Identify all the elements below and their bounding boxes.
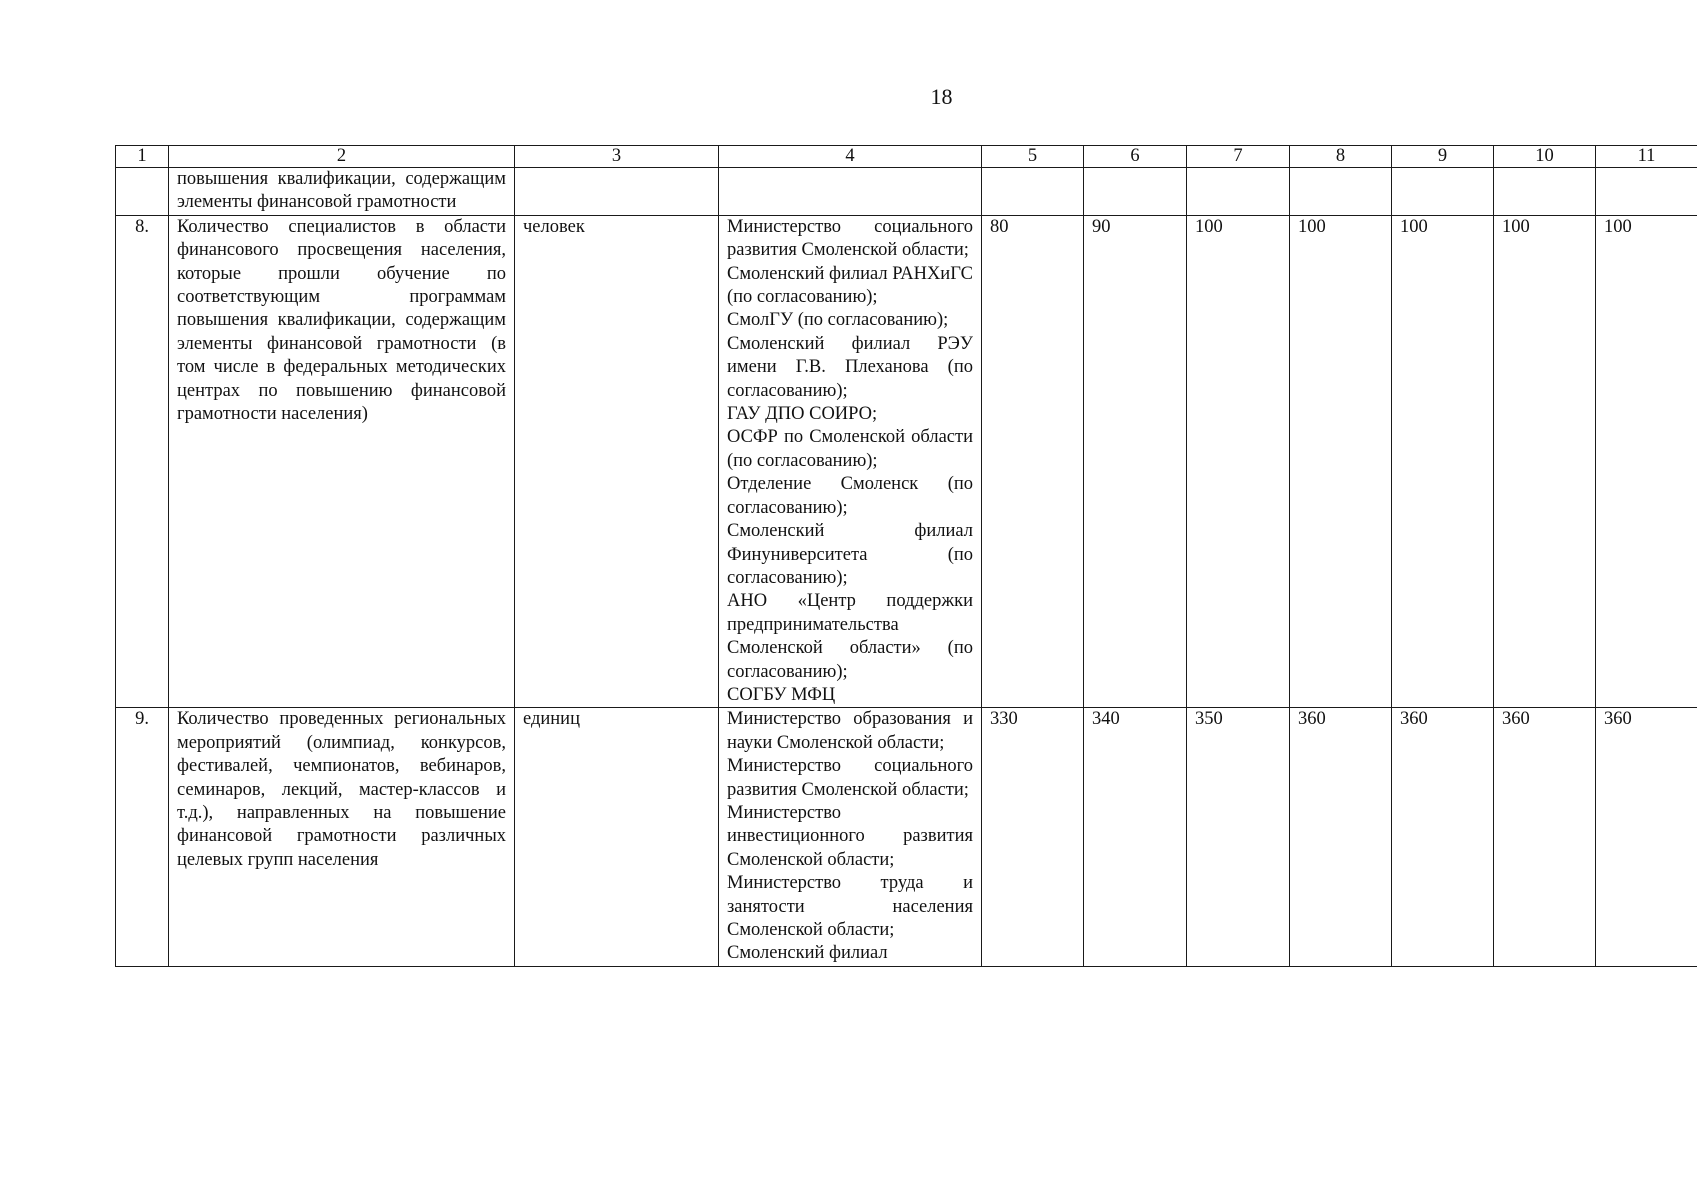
responsible-organization: Министерство социального развития Смоленской области; — [727, 756, 973, 800]
row-number: 9. — [116, 708, 169, 966]
responsible-organization: Министерство инвестиционного развития Смоленской области; — [727, 802, 973, 870]
responsible-organization: СОГБУ МФЦ — [727, 684, 836, 705]
indicator-name: Количество проведенных региональных мероприятий (олимпиад, конкурсов, фестивалей, чемпионатов, вебинаров, семинаров, лекций, мастер-классов и т.д.), направленных на повышение финансовой грамотности различных целевых групп населения — [169, 708, 515, 966]
column-number-row — [116, 146, 1697, 168]
responsible-organization: Смоленский филиал РАНХиГС (по согласованию); — [727, 263, 973, 308]
value-cell: 100 — [1290, 215, 1392, 708]
responsible-cell — [719, 708, 982, 966]
responsible-organization: Отделение Смоленск (по согласованию); — [727, 474, 973, 518]
indicators-table — [115, 145, 1697, 967]
value-cell: 340 — [1084, 708, 1187, 966]
value-cell: 100 — [1392, 215, 1494, 708]
responsible-organization: СмолГУ (по согласованию); — [727, 310, 949, 331]
value-cell: 80 — [982, 215, 1084, 708]
value-cell — [1084, 168, 1187, 216]
responsible-organization: Смоленский филиал РЭУ имени Г.В. Плеханова (по согласованию); — [727, 333, 973, 401]
unit-cell: единиц — [515, 708, 719, 966]
value-cell — [1494, 168, 1596, 216]
indicator-name: повышения квалификации, содержащим элементы финансовой грамотности — [169, 168, 515, 216]
column-number: 10 — [1494, 146, 1596, 168]
responsible-cell — [719, 215, 982, 708]
value-cell: 360 — [1596, 708, 1697, 966]
value-cell: 100 — [1187, 215, 1290, 708]
column-number: 8 — [1290, 146, 1392, 168]
page-number: 18 — [930, 84, 953, 109]
responsible-organization: Министерство образования и науки Смоленской области; — [727, 709, 973, 753]
value-cell: 350 — [1187, 708, 1290, 966]
value-cell — [1596, 168, 1697, 216]
column-number: 3 — [515, 146, 719, 168]
responsible-organization: Смоленский филиал — [727, 943, 888, 964]
responsible-organization: ОСФР по Смоленской области (по согласованию); — [727, 427, 973, 471]
value-cell: 90 — [1084, 215, 1187, 708]
unit-cell: человек — [515, 215, 719, 708]
value-cell: 100 — [1494, 215, 1596, 708]
column-number: 4 — [719, 146, 982, 168]
value-cell: 360 — [1494, 708, 1596, 966]
column-number: 7 — [1187, 146, 1290, 168]
value-cell — [1290, 168, 1392, 216]
column-number: 2 — [169, 146, 515, 168]
responsible-organization: Смоленский филиал Финуниверситета (по согласованию); — [727, 521, 973, 588]
column-number: 1 — [116, 146, 169, 168]
responsible-organization: Министерство социального развития Смоленской области; — [727, 216, 973, 261]
responsible-organization: АНО «Центр поддержки предпринимательства Смоленской области» (по согласованию); — [727, 591, 973, 682]
value-cell: 360 — [1290, 708, 1392, 966]
value-cell — [1392, 168, 1494, 216]
row-number: 8. — [116, 215, 169, 708]
responsible-organization: ГАУ ДПО СОИРО; — [727, 404, 878, 425]
table-row — [116, 708, 1697, 966]
value-cell — [1187, 168, 1290, 216]
row-number — [116, 168, 169, 216]
column-number: 6 — [1084, 146, 1187, 168]
value-cell: 100 — [1596, 215, 1697, 708]
column-number: 11 — [1596, 146, 1697, 168]
continuation-row — [116, 168, 1697, 216]
unit-cell — [515, 168, 719, 216]
indicator-name: Количество специалистов в области финансового просвещения населения, которые прошли обучение по соответствующим программам повышения квалификации, содержащим элементы финансовой грамотности (в том числе в федеральных методических центрах по повышению финансовой грамотности населения) — [169, 215, 515, 708]
column-number: 5 — [982, 146, 1084, 168]
value-cell — [982, 168, 1084, 216]
column-number: 9 — [1392, 146, 1494, 168]
value-cell: 360 — [1392, 708, 1494, 966]
value-cell: 330 — [982, 708, 1084, 966]
responsible-organization: Министерство труда и занятости населения Смоленской области; — [727, 873, 973, 940]
table-row — [116, 215, 1697, 708]
responsible-cell — [719, 168, 982, 216]
